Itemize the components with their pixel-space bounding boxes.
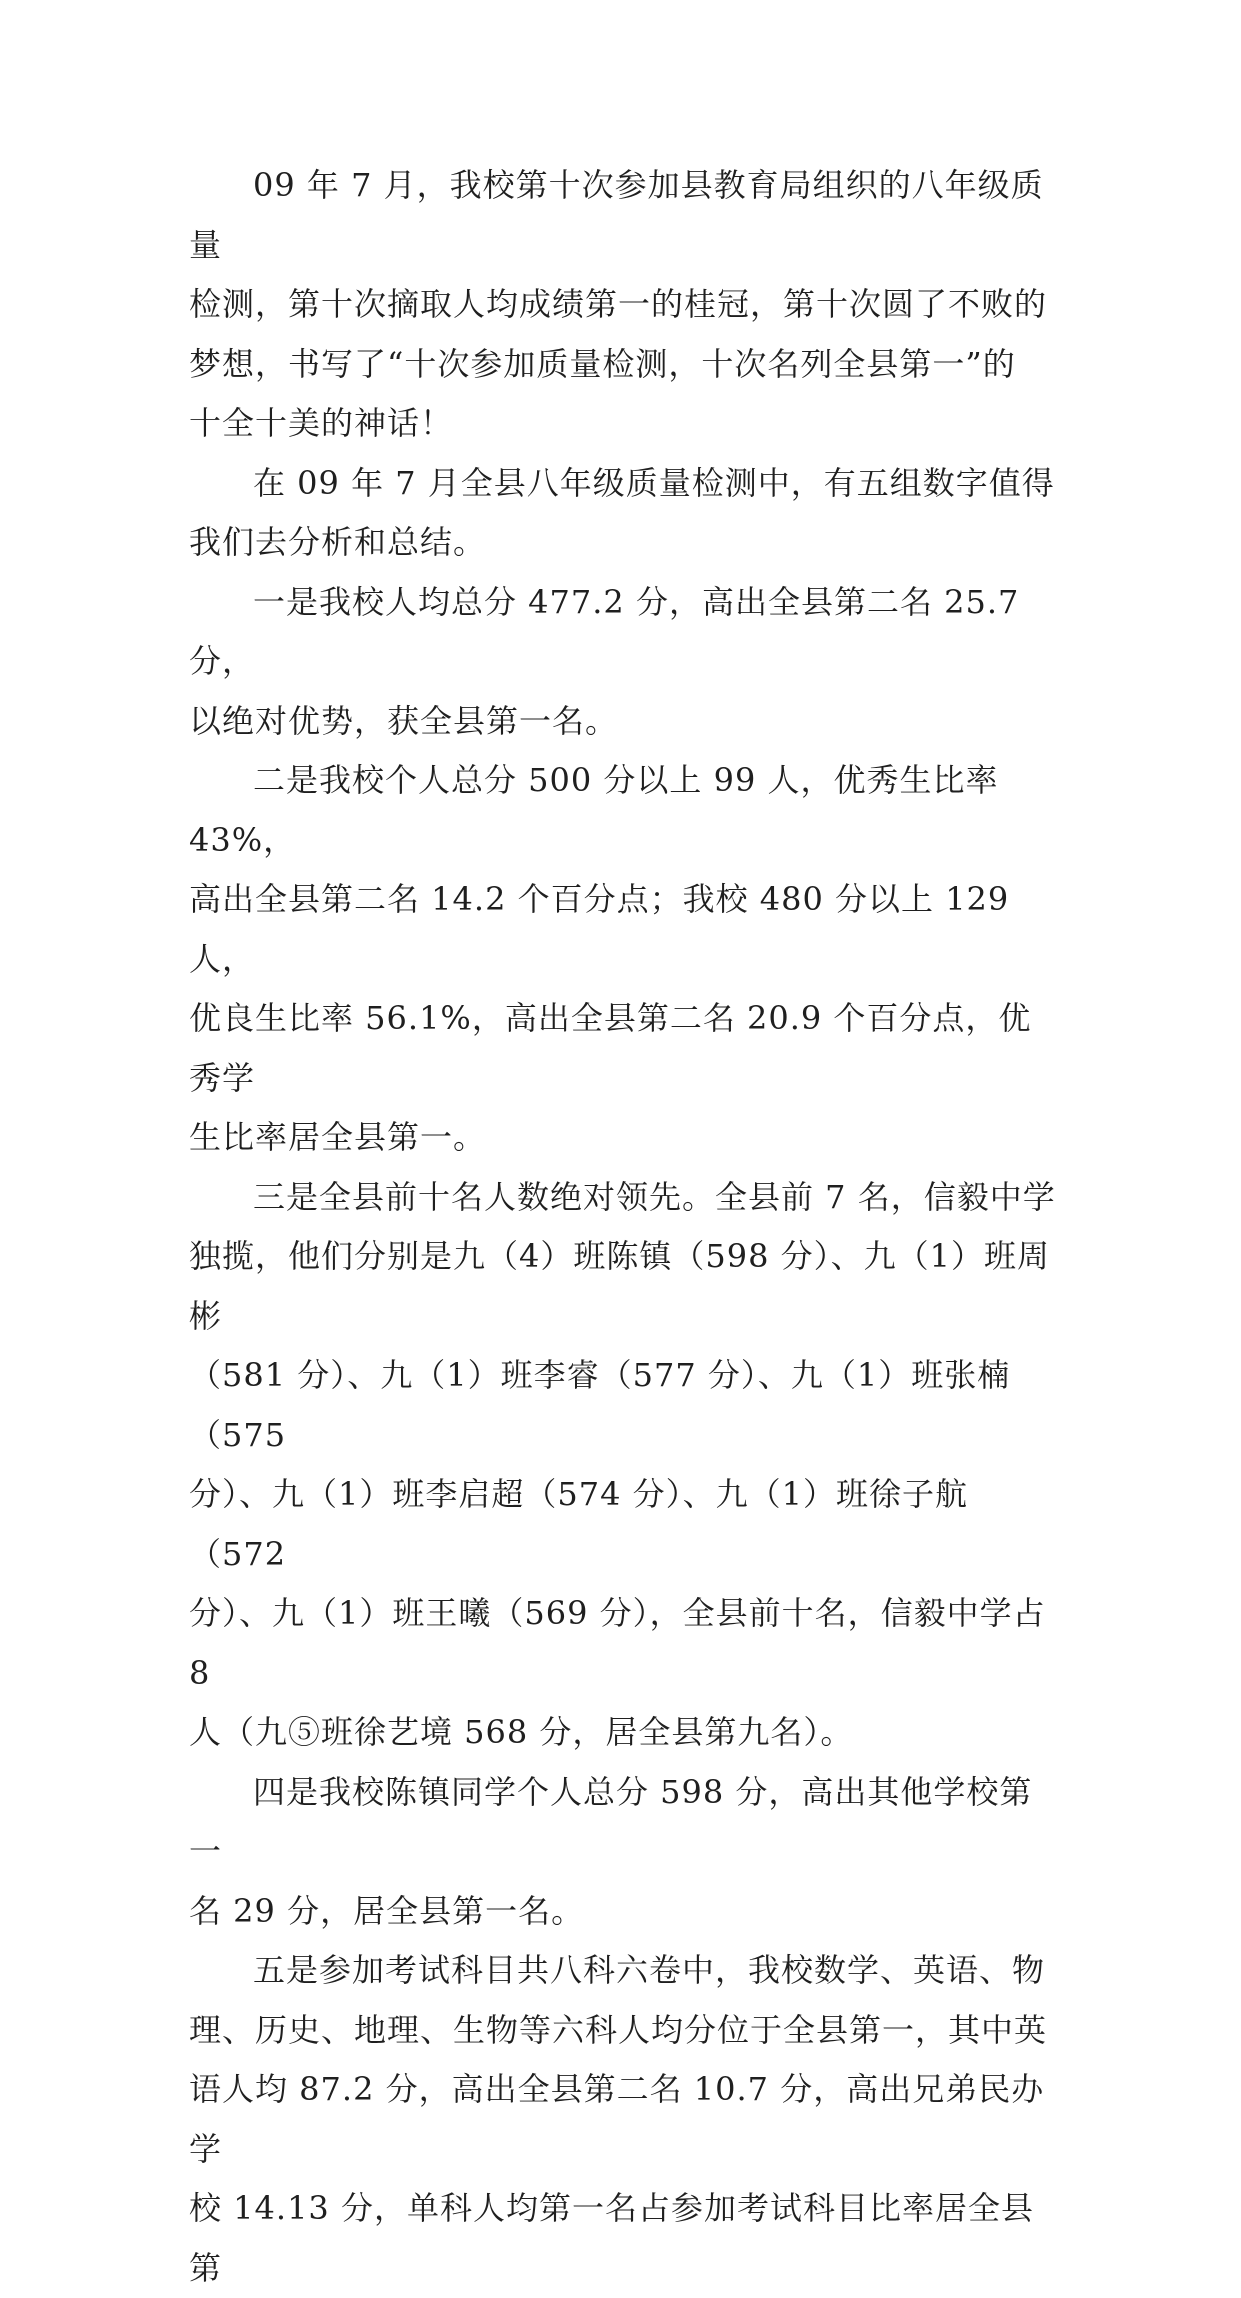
- paragraph-intro: 09 年 7 月，我校第十次参加县教育局组织的八年级质量 检测，第十次摘取人均成绩第一的桂冠，第十次圆了不败的 梦想，书写了“十次参加质量检测，十次名列全县第一”的 十全十美的神话！: [189, 166, 1048, 442]
- paragraph-overview: 在 09 年 7 月全县八年级质量检测中，有五组数字值得 我们去分析和总结。: [189, 463, 1055, 561]
- paragraph-point-four: 四是我校陈镇同学个人总分 598 分，高出其他学校第一 名 29 分，居全县第一名。: [189, 1772, 1033, 1930]
- paragraph-point-five: 五是参加考试科目共八科六卷中，我校数学、英语、物 理、历史、地理、生物等六科人均分位于全县第一，其中英 语人均 87.2 分，高出全县第二名 10.7 分，高出兄弟民办学 校 14.13 分，单科人均第一名占参加考试科目比率居全县第: [189, 1951, 1048, 2287]
- paragraph-point-one: 一是我校人均总分 477.2 分，高出全县第二名 25.7 分， 以绝对优势，获全县第一名。: [189, 582, 1020, 740]
- paragraph-point-two: 二是我校个人总分 500 分以上 99 人，优秀生比率 43%， 高出全县第二名 14.2 个百分点；我校 480 分以上 129 人， 优良生比率 56.1%，高出全县第二名 20.9 个百分点，优秀学 生比率居全县第一。: [189, 761, 1032, 1156]
- document-body: [189, 156, 1063, 2298]
- paragraph-point-three: 三是全县前十名人数绝对领先。全县前 7 名，信毅中学 独揽，他们分别是九（4）班陈镇（598 分）、九（1）班周彬 （581 分）、九（1）班李睿（577 分）、九（1）班张楠（575 分）、九（1）班李启超（574 分）、九（1）班徐子航（572 分）、九（1）班王曦（569 分），全县前十名，信毅中学占 8 人（九⑤班徐艺境 568 分，居全县第九名）。: [189, 1177, 1056, 1751]
